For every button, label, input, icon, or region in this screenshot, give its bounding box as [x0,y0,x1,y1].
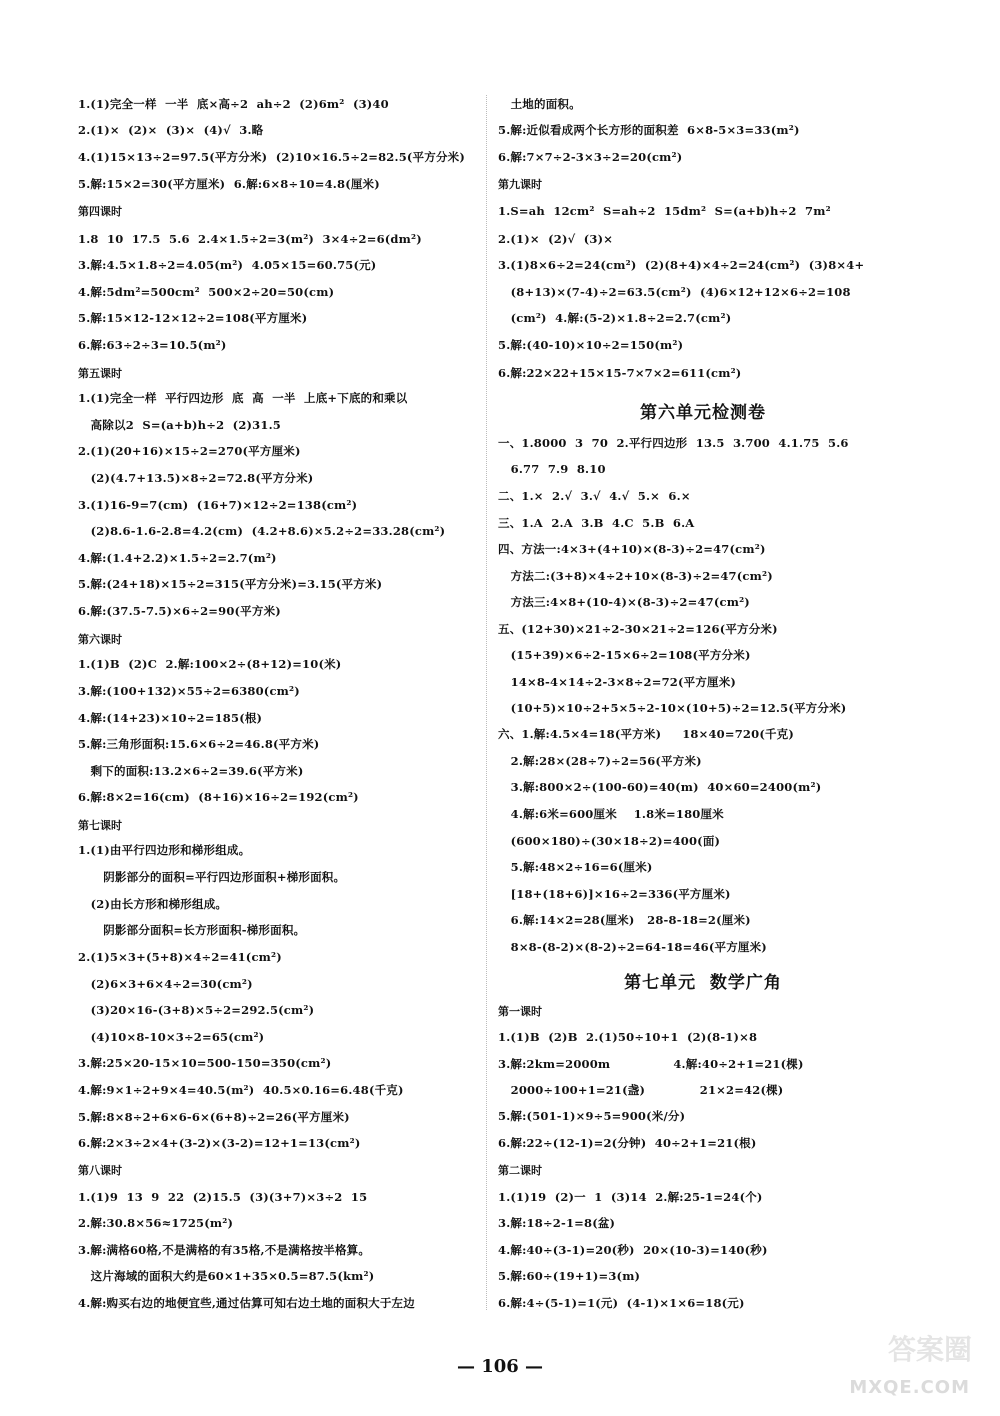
right-line: [18+(18+6)]×16÷2=336(平方厘米) [498,887,731,901]
right-line: 土地的面积。 [498,97,581,111]
right-line: 方法二:(3+8)×4÷2+10×(8-3)÷2=47(cm²) [498,569,773,583]
left-line: (4)10×8-10×3÷2=65(cm²) [78,1030,265,1044]
left-line: 6.解:8×2=16(cm) (8+16)×16÷2=192(cm²) [78,790,359,804]
lesson-heading: 第四课时 [78,205,122,218]
section-title: 第六单元检测卷 [640,403,766,423]
left-line: 6.解:63÷2÷3=10.5(m²) [78,338,227,352]
left-line: 4.解:9×1÷2+9×4=40.5(m²) 40.5×0.16=6.48(千克) [78,1083,404,1097]
right-line: 1.(1)19 (2)一 1 (3)14 2.解:25-1=24(个) [498,1190,763,1204]
left-line: 2.(1)× (2)× (3)× (4)√ 3.略 [78,123,264,137]
left-line: 5.解:三角形面积:15.6×6÷2=46.8(平方米) [78,737,320,751]
right-line: 2.(1)× (2)√ (3)× [498,232,614,246]
left-line: 5.解:(24+18)×15÷2=315(平方分米)=3.15(平方米) [78,577,383,591]
right-line: 6.77 7.9 8.10 [498,462,606,476]
left-line: 5.解:15×12-12×12÷2=108(平方厘米) [78,311,308,325]
right-line: 14×8-4×14÷2-3×8÷2=72(平方厘米) [498,675,737,689]
left-line: (2)由长方形和梯形组成。 [78,897,228,911]
left-line: 阴影部分的面积=平行四边形面积+梯形面积。 [78,870,346,884]
left-line: 1.(1)B (2)C 2.解:100×2÷(8+12)=10(米) [78,657,342,671]
left-line: 剩下的面积:13.2×6÷2=39.6(平方米) [78,764,304,778]
section-title: 第七单元 数学广角 [624,973,782,993]
right-line: 三、1.A 2.A 3.B 4.C 5.B 6.A [498,516,695,530]
left-line: 1.(1)完全一样 平行四边形 底 高 一半 上底+下底的和乘以 [78,391,408,405]
right-line: 四、方法一:4×3+(4+10)×(8-3)÷2=47(cm²) [498,542,766,556]
left-line: 1.8 10 17.5 5.6 2.4×1.5÷2=3(m²) 3×4÷2=6(dm²) [78,232,422,246]
page-number: — 106 — [456,1356,544,1377]
right-line: 6.解:22×22+15×15-7×7×2=611(cm²) [498,366,742,380]
left-line: 5.解:8×8÷2+6×6-6×(6+8)÷2=26(平方厘米) [78,1110,350,1124]
right-line: 4.解:6米=600厘米 1.8米=180厘米 [498,807,724,821]
lesson-heading: 第五课时 [78,367,122,380]
left-line: 1.(1)由平行四边形和梯形组成。 [78,843,251,857]
lesson-heading: 第八课时 [78,1164,122,1177]
left-line: 2.(1)(20+16)×15÷2=270(平方厘米) [78,444,301,458]
left-line: 1.(1)9 13 9 22 (2)15.5 (3)(3+7)×3÷2 15 [78,1190,368,1204]
right-line: 一、1.8000 3 70 2.平行四边形 13.5 3.700 4.1.75 5.6 [498,436,849,450]
left-line: 4.解:(1.4+2.2)×1.5÷2=2.7(m²) [78,551,277,565]
left-line: 4.解:(14+23)×10÷2=185(根) [78,711,263,725]
right-line: (8+13)×(7-4)÷2=63.5(cm²) (4)6×12+12×6÷2=108 [498,285,851,299]
right-line: 方法三:4×8+(10-4)×(8-3)÷2=47(cm²) [498,595,750,609]
lesson-heading: 第二课时 [498,1164,542,1177]
left-line: (3)20×16-(3+8)×5÷2=292.5(cm²) [78,1003,315,1017]
left-line: 4.(1)15×13÷2=97.5(平方分米) (2)10×16.5÷2=82.5(平方分米) [78,150,465,164]
left-line: 这片海域的面积大约是60×1+35×0.5=87.5(km²) [78,1269,375,1283]
left-line: 4.解:购买右边的地便宜些,通过估算可知右边土地的面积大于左边 [78,1296,415,1310]
left-line: 3.解:4.5×1.8÷2=4.05(m²) 4.05×15=60.75(元) [78,258,377,272]
right-line: (10+5)×10÷2+5×5÷2-10×(10+5)÷2=12.5(平方分米) [498,701,847,715]
left-line: 6.解:(37.5-7.5)×6÷2=90(平方米) [78,604,281,618]
left-line: (2)(4.7+13.5)×8÷2=72.8(平方分米) [78,471,314,485]
lesson-heading: 第七课时 [78,819,122,832]
right-line: 8×8-(8-2)×(8-2)÷2=64-18=46(平方厘米) [498,940,767,954]
right-line: 2000÷100+1=21(盏) 21×2=42(棵) [498,1083,784,1097]
right-line: (600×180)÷(30×18÷2)=400(面) [498,834,721,848]
right-line: 3.(1)8×6÷2=24(cm²) (2)(8+4)×4÷2=24(cm²) (3)8×4+ [498,258,865,272]
left-line: 1.(1)完全一样 一半 底×高÷2 ah÷2 (2)6m² (3)40 [78,97,389,111]
right-line: 4.解:40÷(3-1)=20(秒) 20×(10-3)=140(秒) [498,1243,768,1257]
right-line: 3.解:800×2÷(100-60)=40(m) 40×60=2400(m²) [498,780,822,794]
column-divider [486,95,487,1310]
watermark-top-text: 答案圈 [887,1333,972,1366]
left-line: 高除以2 S=(a+b)h÷2 (2)31.5 [78,418,281,432]
right-line: 6.解:14×2=28(厘米) 28-8-18=2(厘米) [498,913,751,927]
right-line: 6.解:7×7÷2-3×3÷2=20(cm²) [498,150,683,164]
watermark-url-text: MXQE.COM [849,1377,970,1398]
watermark-logo [818,1333,978,1408]
right-line: 五、(12+30)×21÷2-30×21÷2=126(平方分米) [498,622,778,636]
left-line: 3.解:25×20-15×10=500-150=350(cm²) [78,1056,332,1070]
right-line: 1.S=ah 12cm² S=ah÷2 15dm² S=(a+b)h÷2 7m² [498,204,831,218]
left-line: (2)6×3+6×4÷2=30(cm²) [78,977,253,991]
right-line: 2.解:28×(28÷7)÷2=56(平方米) [498,754,702,768]
right-line: 6.解:22÷(12-1)=2(分钟) 40÷2+1=21(根) [498,1136,757,1150]
right-line: 1.(1)B (2)B 2.(1)50÷10+1 (2)(8-1)×8 [498,1030,758,1044]
left-line: 2.解:30.8×56≈1725(m²) [78,1216,234,1230]
right-line: 5.解:(40-10)×10÷2=150(m²) [498,338,684,352]
right-line: (15+39)×6÷2-15×6÷2=108(平方分米) [498,648,751,662]
right-line: (cm²) 4.解:(5-2)×1.8÷2=2.7(cm²) [498,311,732,325]
right-line: 二、1.× 2.√ 3.√ 4.√ 5.× 6.× [498,489,691,503]
right-line: 6.解:4÷(5-1)=1(元) (4-1)×1×6=18(元) [498,1296,745,1310]
left-line: 3.解:满格60格,不是满格的有35格,不是满格按半格算。 [78,1243,371,1257]
left-line: 2.(1)5×3+(5+8)×4÷2=41(cm²) [78,950,282,964]
lesson-heading: 第九课时 [498,178,542,191]
left-line: 阴影部分面积=长方形面积-梯形面积。 [78,923,306,937]
right-line: 3.解:18÷2-1=8(盆) [498,1216,616,1230]
left-line: 5.解:15×2=30(平方厘米) 6.解:6×8÷10=4.8(厘米) [78,177,380,191]
lesson-heading: 第一课时 [498,1005,542,1018]
left-line: 4.解:5dm²=500cm² 500×2÷20=50(cm) [78,285,335,299]
right-line: 六、1.解:4.5×4=18(平方米) 18×40=720(千克) [498,727,794,741]
left-line: (2)8.6-1.6-2.8=4.2(cm) (4.2+8.6)×5.2÷2=33.28(cm²) [78,524,446,538]
left-line: 3.解:(100+132)×55÷2=6380(cm²) [78,684,300,698]
right-line: 3.解:2km=2000m 4.解:40÷2+1=21(棵) [498,1057,804,1071]
left-line: 3.(1)16-9=7(cm) (16+7)×12÷2=138(cm²) [78,498,358,512]
right-line: 5.解:(501-1)×9÷5=900(米/分) [498,1109,686,1123]
right-line: 5.解:48×2÷16=6(厘米) [498,860,653,874]
lesson-heading: 第六课时 [78,633,122,646]
right-line: 5.解:近似看成两个长方形的面积差 6×8-5×3=33(m²) [498,123,800,137]
left-line: 6.解:2×3÷2×4+(3-2)×(3-2)=12+1=13(cm²) [78,1136,361,1150]
right-line: 5.解:60÷(19+1)=3(m) [498,1269,641,1283]
